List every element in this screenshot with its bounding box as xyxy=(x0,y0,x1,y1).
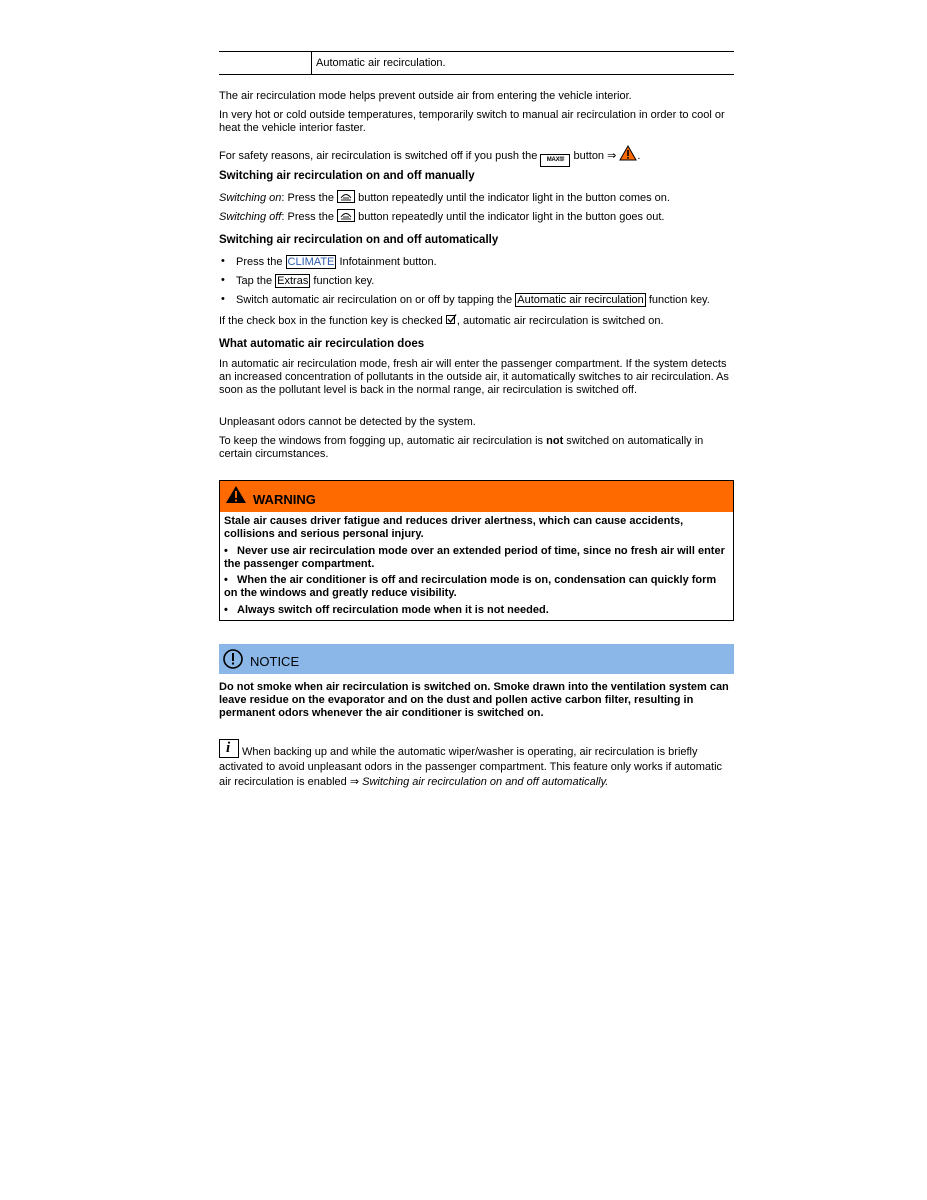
warning-box xyxy=(219,480,734,621)
list-item-text xyxy=(236,274,734,288)
symbol-description: Automatic air recirculation. xyxy=(316,57,446,69)
what-p3-bold: not xyxy=(546,435,564,447)
intro-paragraph-3 xyxy=(219,145,734,167)
checkbox-line xyxy=(219,314,734,328)
bullet-dot: • xyxy=(224,574,238,586)
intro-paragraph-1: The air recirculation mode helps prevent outside air from entering the vehicle interior. xyxy=(219,90,632,102)
bullet-2-post: function key. xyxy=(313,275,375,287)
manual-heading: Switching air recirculation on and off manually xyxy=(219,170,475,182)
list-item-text xyxy=(236,255,734,269)
notice-title: NOTICE xyxy=(250,654,300,669)
bullet-1-post: Infotainment button. xyxy=(339,256,437,268)
info-text: When backing up and while the automatic wiper/washer is operating, air recirculation is briefly activated to avoid unpleasant odors in the passenger compartment. This feature only works if automatic air recirculation is enabled ⇒ xyxy=(219,746,723,788)
checked-checkbox-icon xyxy=(446,314,457,325)
warning-item-text: Always switch off recirculation mode when it is not needed. xyxy=(237,604,549,616)
list-item xyxy=(224,574,729,600)
warning-header xyxy=(220,481,733,512)
intro-p3-end: . xyxy=(637,150,641,162)
warning-lead: Stale air causes driver fatigue and reduces driver alertness, which can cause accidents, collisions and serious personal injury. xyxy=(224,515,684,540)
warning-item-text: Never use air recirculation mode over an extended period of time, since no fresh air will enter the passenger compartment. xyxy=(224,545,725,570)
bullet-3-pre: Switch automatic air recirculation on or off by tapping the xyxy=(236,294,513,306)
intro-p3-after: button ⇒ xyxy=(573,150,617,162)
what-paragraph-2: Unpleasant odors cannot be detected by the system. xyxy=(219,416,476,428)
warning-triangle-icon xyxy=(619,145,637,161)
intro-p3-start: For safety reasons, air recirculation is switched off if you push the xyxy=(219,150,538,162)
what-paragraph-3 xyxy=(219,435,734,461)
intro-paragraph-2: In very hot or cold outside temperatures, temporarily switch to manual air recirculation in order to cool or heat the vehicle interior faster. xyxy=(219,109,725,134)
list-item xyxy=(224,604,729,617)
info-cross-reference-link[interactable]: Switching air recirculation on and off automatically. xyxy=(362,776,609,788)
recirculation-button-icon xyxy=(337,190,355,203)
warning-item-text: When the air conditioner is off and recirculation mode is on, condensation can quickly form on the windows and greatly reduce visibility. xyxy=(224,574,717,599)
what-paragraph-1: In automatic air recirculation mode, fresh air will enter the passenger compartment. If the system detects an increased concentration of pollutants in the outside air, it automatically switches to air recirculation. As soon as the pollutant level is back in the normal range, air recirculation is switched off. xyxy=(219,358,729,396)
notice-text: Do not smoke when air recirculation is switched on. Smoke drawn into the ventilation system can leave residue on the evaporator and on the dust and pollen active carbon filter, resulting in permanent odors whenever the air conditioner is switched on. xyxy=(219,681,729,719)
list-item xyxy=(224,545,729,571)
symbol-cell xyxy=(219,52,312,74)
checkbox-line-pre: If the check box in the function key is checked xyxy=(219,315,443,327)
extras-function-key[interactable]: Extras xyxy=(277,275,309,287)
bullet-dot: • xyxy=(221,274,225,286)
exclamation-circle-icon xyxy=(222,648,244,670)
switching-off-end: button repeatedly until the indicator light in the button goes out. xyxy=(358,211,665,223)
defrost-symbol: ⛆ xyxy=(559,157,565,163)
automatic-air-recirculation-function-key[interactable]: Automatic air recirculation xyxy=(517,294,644,306)
warning-triangle-icon xyxy=(225,485,247,504)
checkbox-line-post: , automatic air recirculation is switched on. xyxy=(456,315,664,327)
recirculation-button-icon xyxy=(337,209,355,222)
switching-off-mid: : Press the xyxy=(281,211,334,223)
switching-on-end: button repeatedly until the indicator light in the button comes on. xyxy=(358,192,670,204)
what-heading: What automatic air recirculation does xyxy=(219,338,425,350)
bullet-dot: • xyxy=(221,293,225,305)
switching-off-label: Switching off xyxy=(219,211,282,223)
switching-off-line xyxy=(219,209,734,224)
what-p3-post: switched on automatically in certain circumstances. xyxy=(219,435,704,460)
what-p3-pre: To keep the windows from fogging up, automatic air recirculation is xyxy=(219,435,544,447)
info-icon: i xyxy=(219,739,239,758)
max-key-label: MAX xyxy=(546,157,560,163)
climate-button[interactable]: CLIMATE xyxy=(287,256,335,268)
bullet-3-post: function key. xyxy=(648,294,710,306)
bullet-2-pre: Tap the xyxy=(236,275,273,287)
notice-header xyxy=(219,644,734,674)
bullet-dot: • xyxy=(224,604,238,616)
symbol-table xyxy=(219,51,734,75)
warning-title: WARNING xyxy=(253,492,316,507)
bullet-1-pre: Press the xyxy=(236,256,283,268)
switching-on-line xyxy=(219,190,734,205)
bullet-dot: • xyxy=(224,545,238,557)
list-item-text xyxy=(236,293,734,307)
switching-on-mid: : Press the xyxy=(281,192,334,204)
info-note xyxy=(219,739,734,790)
bullet-dot: • xyxy=(221,255,225,267)
max-defrost-button-icon xyxy=(540,154,570,167)
switching-on-label: Switching on xyxy=(219,192,282,204)
automatic-heading: Switching air recirculation on and off automatically xyxy=(219,234,499,246)
